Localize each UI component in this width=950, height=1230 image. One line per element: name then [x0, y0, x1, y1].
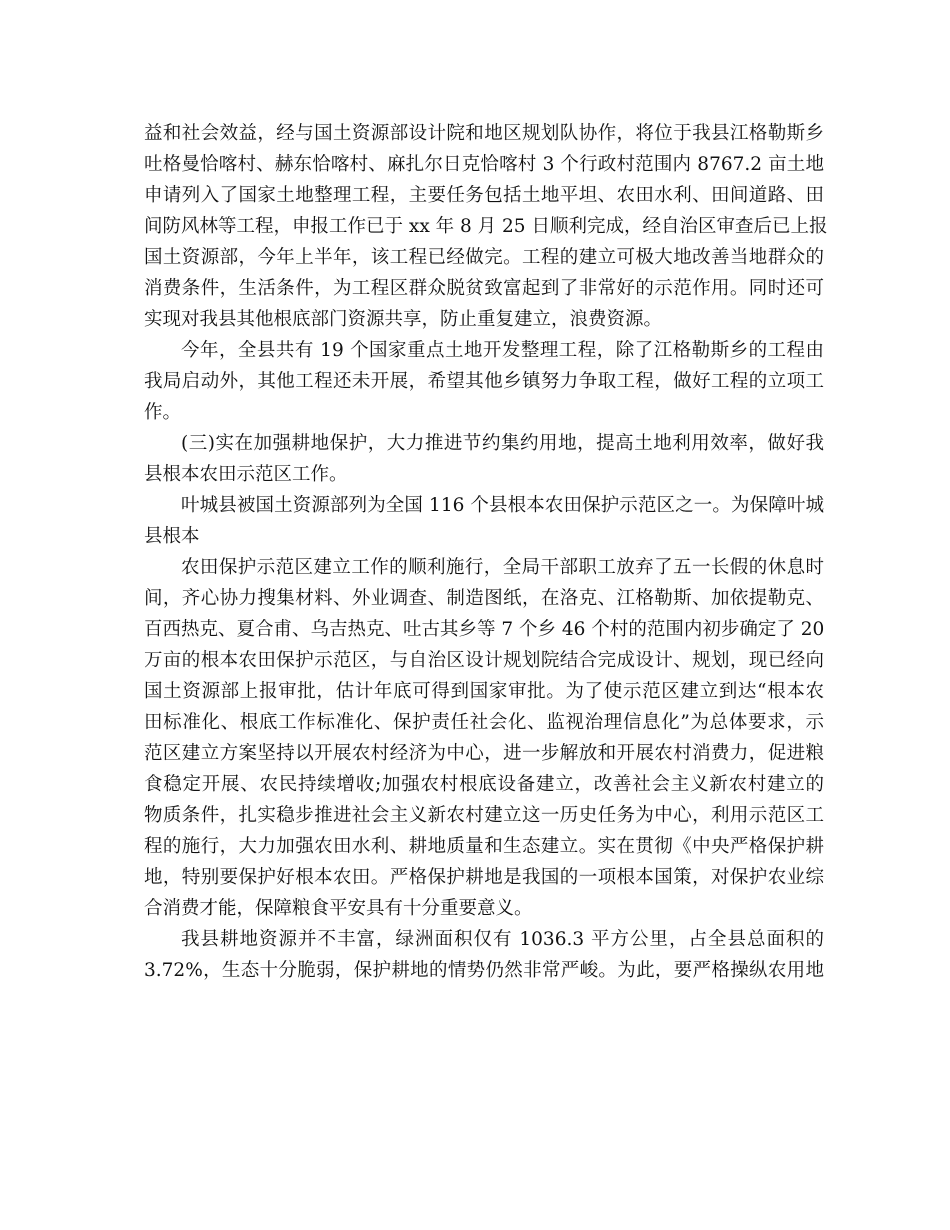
- text-line: 物质条件，扎实稳步推进社会主义新农村建立这一历史任务为中心，利用示范区工: [144, 805, 824, 826]
- text-line: 申请列入了国家土地整理工程，主要任务包括土地平坦、农田水利、田间道路、田: [144, 185, 824, 206]
- text-line: 程的施行，大力加强农田水利、耕地质量和生态建立。实在贯彻《中央严格保护耕: [144, 836, 824, 857]
- text-line: 农田保护示范区建立工作的顺利施行，全局干部职工放弃了五一长假的休息时: [181, 557, 824, 578]
- paragraph: [144, 118, 828, 335]
- text-line: 万亩的根本农田保护示范区，与自治区设计规划院结合完成设计、规划，现已经向: [144, 650, 824, 671]
- text-line: 国土资源部上报审批，估计年底可得到国家审批。为了使示范区建立到达“根本农: [144, 681, 824, 702]
- paragraph: [144, 924, 824, 986]
- text-line: 消费条件，生活条件，为工程区群众脱贫致富起到了非常好的示范作用。同时还可: [144, 278, 824, 299]
- text-line: 今年，全县共有 19 个国家重点土地开发整理工程，除了江格勒斯乡的工程由: [181, 340, 824, 361]
- text-line: 范区建立方案坚持以开展农村经济为中心，进一步解放和开展农村消费力，促进粮: [144, 743, 824, 764]
- text-line: 间防风林等工程，申报工作已于 xx 年 8 月 25 日顺利完成，经自治区审查后已上报: [144, 216, 828, 237]
- text-line: 吐格曼恰喀村、赫东恰喀村、麻扎尔日克恰喀村 3 个行政村范围内 8767.2 亩土地: [144, 154, 824, 175]
- text-line: 国土资源部，今年上半年，该工程已经做完。工程的建立可极大地改善当地群众的: [144, 247, 824, 268]
- text-line: 益和社会效益，经与国土资源部设计院和地区规划队协作，将位于我县江格勒斯乡: [144, 123, 824, 144]
- text-line: 实现对我县其他根底部门资源共享，防止重复建立，浪费资源。: [144, 309, 663, 330]
- text-line: 田标准化、根底工作标准化、保护责任社会化、监视治理信息化”为总体要求，示: [144, 712, 824, 733]
- text-line: 3.72%，生态十分脆弱，保护耕地的情势仍然非常严峻。为此，要严格操纵农用地: [144, 960, 824, 981]
- text-line: (三)实在加强耕地保护，大力推进节约集约用地，提高土地利用效率，做好我: [181, 433, 824, 454]
- paragraph: [144, 552, 824, 924]
- text-line: 作。: [144, 402, 182, 423]
- paragraph: [144, 335, 824, 428]
- section-heading: [144, 428, 824, 490]
- text-line: 地，特别要保护好根本农田。严格保护耕地是我国的一项根本国策，对保护农业综: [144, 867, 824, 888]
- text-line: 县根本: [144, 526, 200, 547]
- text-line: 间，齐心协力搜集材料、外业调查、制造图纸，在洛克、江格勒斯、加依提勒克、: [144, 588, 824, 609]
- text-line: 我县耕地资源并不丰富，绿洲面积仅有 1036.3 平方公里，占全县总面积的: [181, 929, 824, 950]
- text-line: 合消费才能，保障粮食平安具有十分重要意义。: [144, 898, 533, 919]
- text-line: 县根本农田示范区工作。: [144, 464, 348, 485]
- paragraph: [144, 490, 824, 552]
- document-body: [144, 118, 828, 986]
- text-line: 百西热克、夏合甫、乌吉热克、吐古其乡等 7 个乡 46 个村的范围内初步确定了 20: [144, 619, 825, 640]
- text-line: 食稳定开展、农民持续增收;加强农村根底设备建立，改善社会主义新农村建立的: [144, 774, 824, 795]
- text-line: 我局启动外，其他工程还未开展，希望其他乡镇努力争取工程，做好工程的立项工: [144, 371, 824, 392]
- text-line: 叶城县被国土资源部列为全国 116 个县根本农田保护示范区之一。为保障叶城: [181, 495, 824, 516]
